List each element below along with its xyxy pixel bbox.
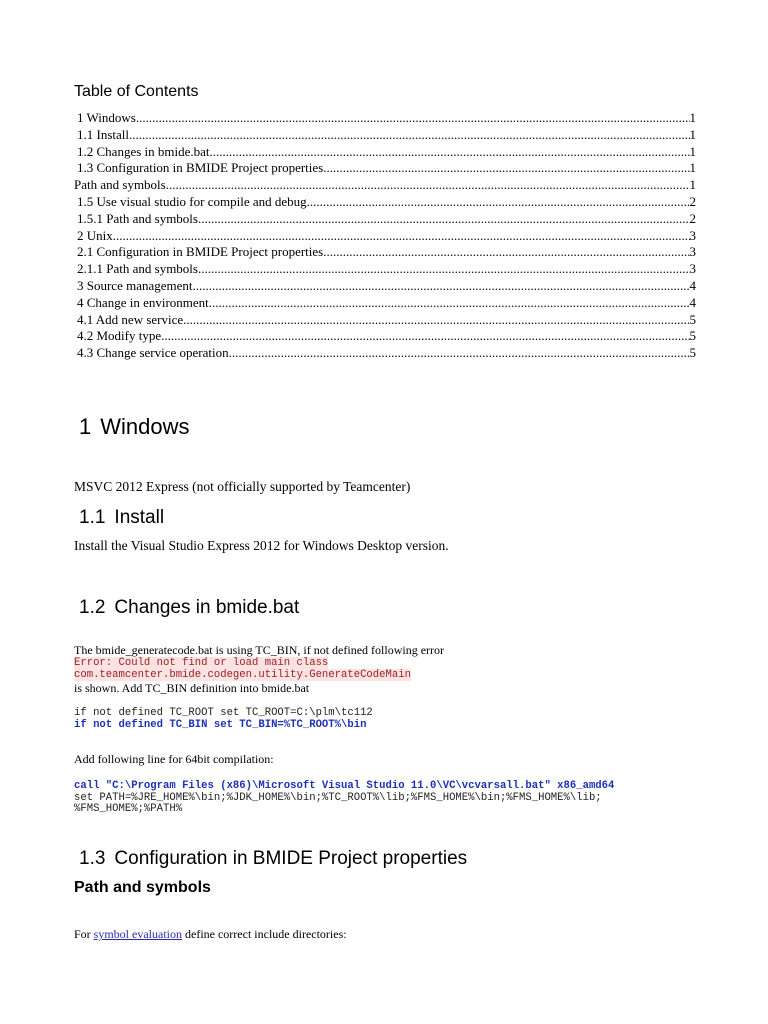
heading-text: Windows — [100, 414, 190, 439]
heading-number: 1 — [79, 414, 92, 439]
toc-entry[interactable] — [74, 160, 696, 177]
heading-number: 1.3 — [79, 848, 106, 869]
compile-64bit-text: Add following line for 64bit compilation: — [74, 752, 274, 766]
toc-leader-dots — [183, 312, 689, 329]
toc-leader-dots — [166, 177, 690, 194]
toc-entry-page: 1 — [689, 160, 696, 176]
code-line-tc-bin: if not defined TC_BIN set TC_BIN=%TC_ROOT%\bin — [74, 719, 367, 731]
code-line-set-path: set PATH=%JRE_HOME%\bin;%JDK_HOME%\bin;%TC_ROOT%\lib;%FMS_HOME%\bin;%FMS_HOME%\lib; — [74, 792, 602, 804]
toc-entry-text: 2.1.1 Path and symbols — [77, 261, 198, 277]
code-line-path-end: %FMS_HOME%;%PATH% — [74, 803, 183, 815]
toc-entry-text: Path and symbols — [74, 177, 166, 193]
toc-entry-page: 1 — [689, 110, 696, 125]
error-code-line-1: Error: Could not find or load main class — [74, 657, 329, 669]
toc-entry[interactable] — [74, 328, 696, 345]
toc-entry-page: 1 — [689, 143, 696, 159]
toc-entry[interactable] — [74, 110, 696, 127]
toc-entry-page: 1 — [689, 177, 696, 193]
toc-entry-page: 4 — [689, 294, 696, 310]
heading-number: 1.2 — [79, 597, 106, 618]
toc-entry-page: 3 — [689, 244, 696, 260]
error-code-line-2: com.teamcenter.bmide.codegen.utility.GenerateCodeMain — [74, 669, 411, 681]
toc-entry-text: 4.1 Add new service — [77, 311, 184, 327]
toc-entry-text: 4.3 Change service operation — [77, 345, 229, 361]
toc-entry-page: 1 — [689, 126, 696, 142]
toc-leader-dots — [210, 144, 690, 161]
toc-leader-dots — [323, 160, 689, 177]
heading-text: Changes in bmide.bat — [114, 597, 300, 618]
bmide-fix-text: is shown. Add TC_BIN definition into bmide.bat — [74, 681, 310, 695]
heading-install — [79, 507, 164, 529]
toc-entry-page: 2 — [689, 193, 696, 209]
toc-leader-dots — [129, 127, 690, 144]
toc-leader-dots — [307, 194, 690, 211]
toc-entry-text: 1.2 Changes in bmide.bat — [77, 143, 210, 159]
install-text: Install the Visual Studio Express 2012 for Windows Desktop version. — [74, 538, 449, 553]
toc-entry[interactable] — [74, 261, 696, 278]
toc-leader-dots — [198, 261, 690, 278]
toc-entry-text: 1.5 Use visual studio for compile and debug — [77, 193, 307, 209]
toc-leader-dots — [209, 295, 690, 312]
heading-changes-bmide — [79, 597, 299, 619]
toc-entry[interactable] — [74, 194, 696, 211]
toc-entry-page: 3 — [689, 227, 696, 243]
toc-entry-page: 5 — [689, 345, 696, 361]
heading-bmide-config — [79, 848, 467, 870]
toc-entry[interactable] — [74, 228, 696, 245]
toc-entry-page: 3 — [689, 261, 696, 277]
toc-entry[interactable] — [74, 312, 696, 329]
toc-leader-dots — [229, 345, 690, 362]
heading-text: Configuration in BMIDE Project properties — [114, 848, 468, 869]
toc-entry[interactable] — [74, 127, 696, 144]
bmide-error-intro: The bmide_generatecode.bat is using TC_BIN, if not defined following error — [74, 643, 445, 657]
symbol-evaluation-link[interactable]: symbol evaluation — [93, 927, 182, 941]
toc-entry-page: 2 — [689, 210, 696, 226]
heading-windows — [79, 414, 190, 440]
toc-leader-dots — [136, 110, 690, 127]
toc-entry[interactable] — [74, 278, 696, 295]
toc-entry-text: 1.5.1 Path and symbols — [77, 210, 198, 226]
toc-entry-text: 1.1 Install — [77, 126, 129, 142]
toc-entry-text: 2 Unix — [77, 227, 113, 243]
toc-entry-text: 1.3 Configuration in BMIDE Project properties — [77, 160, 324, 176]
heading-path-symbols: Path and symbols — [74, 879, 211, 896]
toc-entry[interactable] — [74, 177, 696, 194]
code-line-tc-root: if not defined TC_ROOT set TC_ROOT=C:\plm\tc112 — [74, 707, 373, 719]
toc-title: Table of Contents — [74, 83, 199, 100]
toc-entry-text: 2.1 Configuration in BMIDE Project properties — [77, 244, 324, 260]
toc-entry-page: 5 — [689, 311, 696, 327]
toc-leader-dots — [113, 228, 690, 245]
toc-leader-dots — [193, 278, 690, 295]
toc-entry-text: 3 Source management — [77, 277, 193, 293]
toc-leader-dots — [323, 244, 689, 261]
text-after-link: define correct include directories: — [182, 927, 347, 941]
toc-entry[interactable] — [74, 244, 696, 261]
toc-entry-text: 4 Change in environment — [77, 294, 209, 310]
toc-entry-page: 4 — [689, 277, 696, 293]
toc-entry-page: 5 — [689, 328, 696, 344]
text-before-link: For — [74, 927, 94, 941]
toc-leader-dots — [161, 328, 689, 345]
heading-number: 1.1 — [79, 507, 106, 528]
heading-text: Install — [114, 507, 165, 528]
toc-entry[interactable] — [74, 211, 696, 228]
table-of-contents — [74, 110, 696, 362]
toc-entry[interactable] — [74, 345, 696, 362]
symbol-evaluation-text — [74, 927, 347, 942]
code-line-vcvarsall: call "C:\Program Files (x86)\Microsoft Visual Studio 11.0\VC\vcvarsall.bat" x86_amd64 — [74, 780, 615, 792]
toc-entry-text: 1 Windows — [77, 110, 136, 125]
toc-entry[interactable] — [74, 295, 696, 312]
toc-entry[interactable] — [74, 144, 696, 161]
msvc-intro-text: MSVC 2012 Express (not officially supported by Teamcenter) — [74, 479, 411, 494]
toc-entry-text: 4.2 Modify type — [77, 328, 162, 344]
toc-leader-dots — [198, 211, 690, 228]
